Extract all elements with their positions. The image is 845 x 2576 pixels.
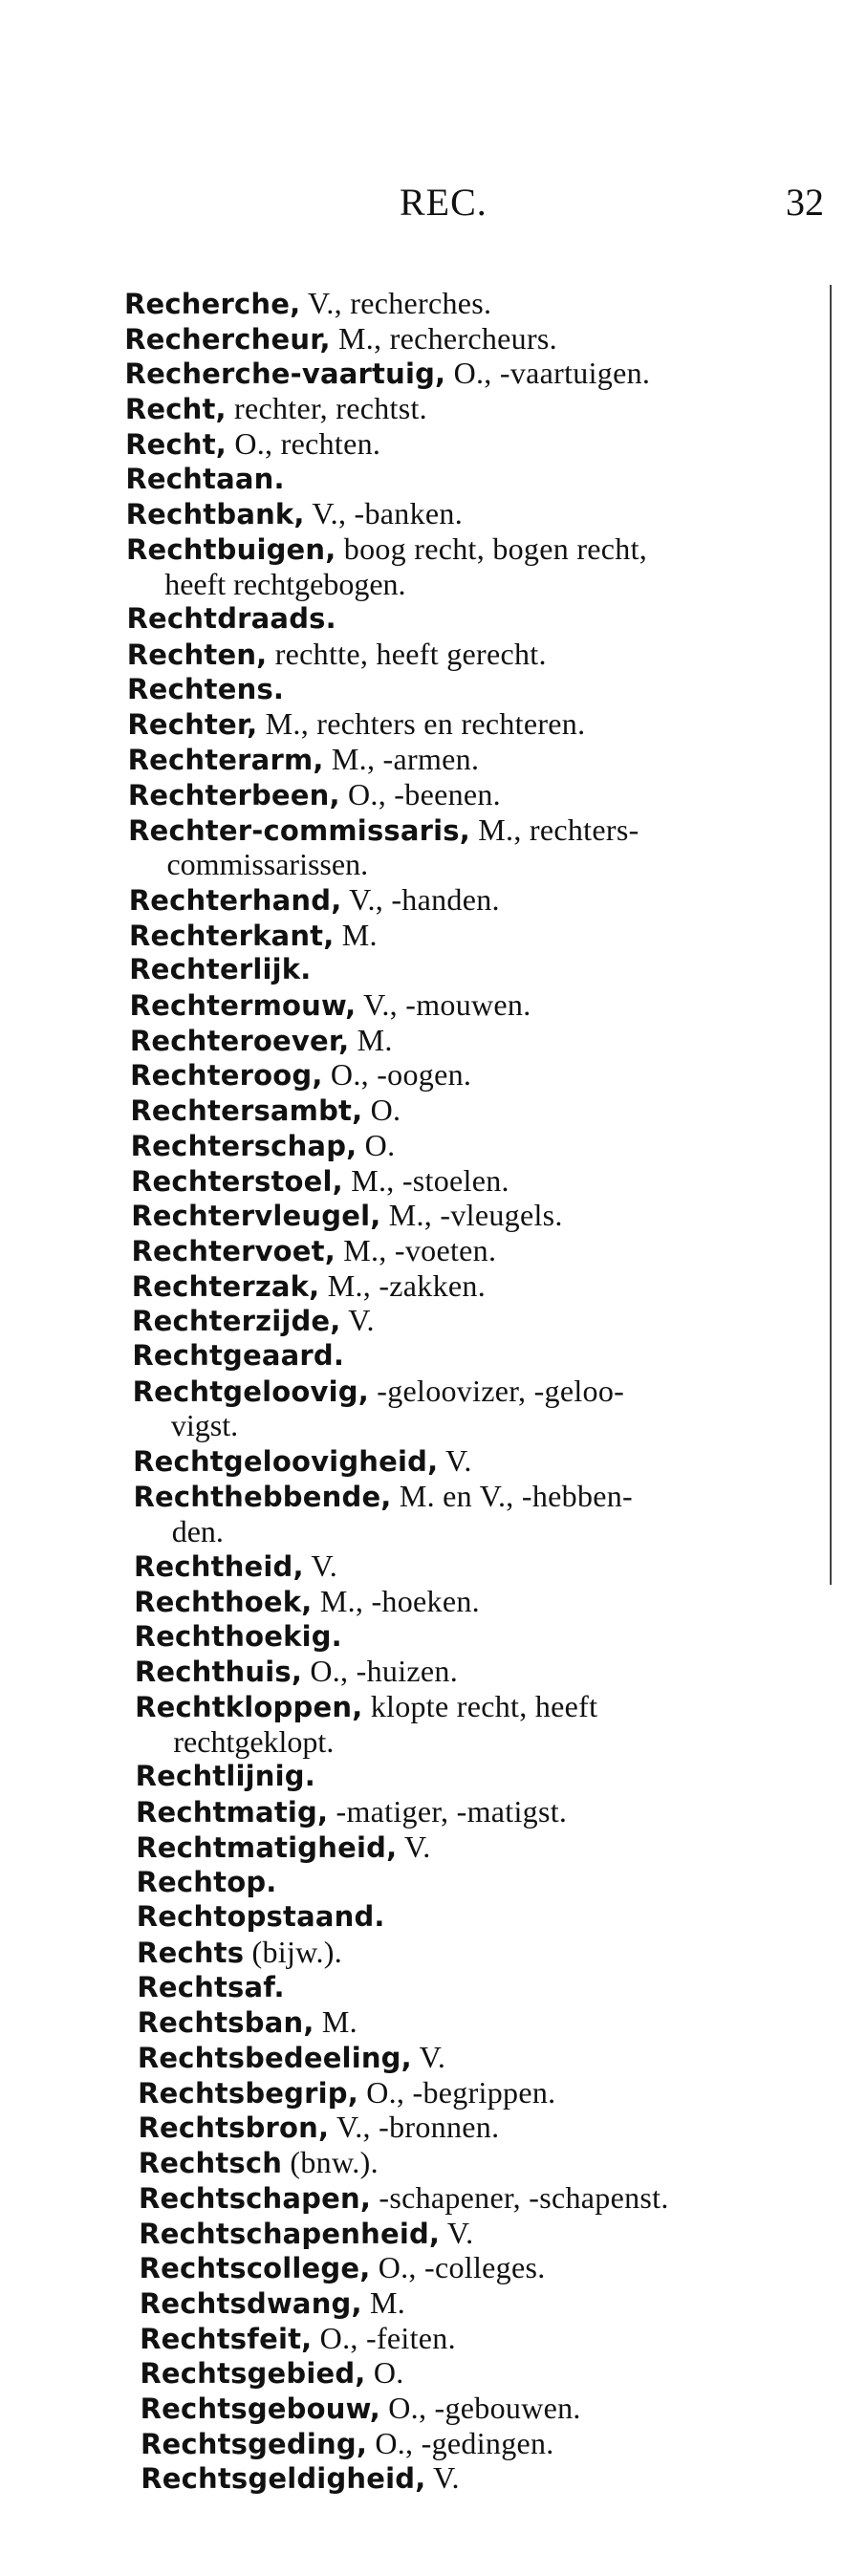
dictionary-entry	[141, 2427, 829, 2461]
entry-headword: Rechten,	[126, 639, 268, 671]
entry-definition: M., -zakken.	[319, 1267, 487, 1303]
entry-headword: Rechteroog,	[130, 1059, 323, 1093]
entry-definition: M. en V., -hebben-	[391, 1478, 634, 1513]
entry-headword: Rechtsbegrip,	[138, 2076, 358, 2110]
entry-definition: V., recherches.	[300, 286, 492, 320]
dictionary-entry	[139, 2181, 827, 2216]
entry-headword: Rechthuis,	[134, 1656, 303, 1689]
entry-definition: V.	[397, 1829, 431, 1864]
entry-definition: V., -banken.	[304, 496, 464, 531]
entry-headword: Rechterstoel,	[130, 1164, 343, 1198]
dictionary-entry	[138, 2041, 826, 2075]
entry-definition: M., rechters en rechteren.	[257, 706, 586, 742]
entry-headword: Rechtbank,	[125, 498, 305, 531]
entry-definition: O.	[362, 1093, 401, 1128]
entry-headword: Rechtsfeit,	[140, 2322, 313, 2355]
entry-headword: Rechtop.	[136, 1865, 277, 1898]
entry-headword: Rechtersambt,	[130, 1094, 363, 1128]
dictionary-entry	[136, 1795, 824, 1829]
entry-headword: Rechtervleugel,	[131, 1200, 381, 1233]
entry-headword: Rechterlijk.	[129, 953, 312, 986]
entry-definition: boog recht, bogen recht,	[336, 530, 648, 566]
dictionary-entry	[126, 497, 814, 531]
dictionary-entry	[133, 1375, 821, 1409]
entry-headword: Recht,	[125, 427, 228, 461]
dictionary-entry	[126, 532, 814, 567]
entry-definition: rechter, rechtst.	[226, 391, 427, 426]
entry-headword: Rechtopstaand.	[136, 1900, 385, 1934]
entry-headword: Rechterzijde,	[132, 1305, 341, 1338]
entry-definition: M., -hoeken.	[312, 1583, 480, 1618]
column-rule	[830, 285, 832, 1585]
dictionary-entry	[141, 2461, 829, 2496]
dictionary-entry	[130, 988, 818, 1023]
dictionary-entry	[133, 1480, 821, 1514]
dictionary-entry	[139, 2217, 827, 2251]
entry-definition: (bnw.).	[282, 2145, 379, 2180]
entry-headword: Rechtbuigen,	[125, 532, 336, 566]
dictionary-entry	[131, 1199, 819, 1233]
entry-headword: Rechtgeloovig,	[132, 1375, 369, 1408]
entry-headword: Rechtkloppen,	[135, 1691, 363, 1723]
entry-definition: O.	[365, 2355, 404, 2391]
entry-headword: Rechtsdwang,	[139, 2286, 362, 2320]
dictionary-entry	[131, 1129, 819, 1163]
entry-headword: Rechterbeen,	[127, 778, 340, 812]
entry-definition: V., -bronnen.	[329, 2110, 500, 2145]
dictionary-entry	[132, 1339, 820, 1373]
entry-headword: Rechtermouw,	[129, 989, 357, 1022]
dictionary-entry	[128, 778, 816, 812]
dictionary-entry	[130, 1093, 818, 1128]
entry-headword: Rechercheur,	[124, 322, 331, 356]
running-head: REC.	[400, 181, 488, 224]
entry-definition: klopte recht, heeft	[362, 1689, 598, 1723]
dictionary-entry	[134, 1549, 822, 1584]
entry-definition: M.	[334, 917, 378, 952]
entry-definition: V., -mouwen.	[356, 987, 531, 1022]
entry-headword: Rechthoek,	[134, 1585, 313, 1618]
entry-definition: V., -handen.	[341, 881, 500, 917]
entry-definition: O., -colleges.	[370, 2250, 546, 2285]
entry-headword: Rechtsban,	[137, 2006, 314, 2040]
dictionary-entry	[132, 1304, 820, 1338]
entry-continuation: vigst.	[170, 1408, 239, 1443]
entry-headword: Rechtmatigheid,	[136, 1830, 398, 1864]
dictionary-entry	[124, 322, 812, 357]
dictionary-entry	[133, 1444, 821, 1479]
dictionary-entry	[140, 2251, 828, 2285]
entry-headword: Rechtsch	[138, 2147, 283, 2180]
entry-definition: V.	[438, 1443, 472, 1479]
dictionary-entry	[127, 638, 815, 672]
entry-headword: Recht,	[124, 393, 227, 426]
dictionary-entry	[139, 2146, 827, 2180]
entry-definition: V.	[303, 1548, 338, 1584]
entry-continuation: commissarissen.	[166, 847, 369, 882]
entry-headword: Rechtsgebouw,	[140, 2392, 380, 2425]
entry-headword: Rechtsbedeeling,	[137, 2042, 412, 2074]
entry-headword: Rechtschapen,	[139, 2181, 372, 2215]
entry-continuation: rechtgeklopt.	[173, 1723, 335, 1759]
dictionary-entry	[132, 1234, 820, 1268]
entry-headword: Rechteroever,	[129, 1024, 350, 1057]
entry-headword: Rechterzak,	[131, 1269, 320, 1303]
entry-headword: Rechtens.	[127, 672, 285, 705]
entry-headword: Recherche,	[124, 288, 301, 320]
dictionary-entry	[131, 1164, 819, 1199]
dictionary-entry	[129, 883, 817, 918]
entry-headword: Rechthoekig.	[134, 1619, 342, 1653]
entry-definition: M., -voeten.	[335, 1232, 497, 1267]
entry-headword: Rechtheid,	[134, 1550, 304, 1584]
entry-definition: M., -stoelen.	[342, 1162, 509, 1198]
entry-headword: Rechtgeloovigheid,	[133, 1445, 439, 1479]
entry-definition: O.	[357, 1127, 396, 1162]
dictionary-entry	[135, 1620, 823, 1654]
entry-definition: O., -beenen.	[339, 776, 501, 812]
entry-definition: M., -vleugels.	[380, 1198, 563, 1233]
dictionary-entry	[132, 1269, 820, 1304]
dictionary-entry	[125, 357, 813, 391]
entry-headword: Rechterarm,	[127, 744, 324, 777]
entry-headword: Rechtervoet,	[131, 1234, 336, 1267]
entry-definition: -matiger, -matigst.	[328, 1794, 568, 1829]
entry-headword: Rechter-commissaris,	[128, 813, 470, 847]
dictionary-entry	[137, 1866, 825, 1899]
entry-definition: O., -gebouwen.	[379, 2391, 581, 2425]
dictionary-entry	[138, 2005, 826, 2040]
page-number: 32	[786, 181, 824, 224]
entry-definition: O., -oogen.	[322, 1057, 472, 1093]
dictionary-entry	[129, 953, 817, 986]
entry-definition: O., -begrippen.	[358, 2074, 556, 2110]
entry-headword: Rechtaan.	[125, 462, 285, 495]
entry-definition: O., rechten.	[227, 425, 381, 461]
dictionary-entry	[127, 707, 815, 742]
entry-headword: Rechtgeaard.	[132, 1339, 345, 1372]
dictionary-entry	[137, 1936, 825, 1970]
dictionary-entry	[128, 813, 816, 848]
entry-headword: Rechtsgeding,	[140, 2427, 368, 2460]
page-header	[0, 180, 845, 227]
entry-headword: Rechtmatig,	[135, 1796, 329, 1829]
dictionary-entry	[130, 1024, 818, 1058]
entry-definition: (bijw.).	[244, 1934, 343, 1969]
dictionary-entry	[125, 392, 813, 426]
entry-definition: O., -huizen.	[302, 1654, 459, 1689]
entry-definition: V.	[425, 2460, 460, 2496]
dictionary-entry	[140, 2286, 828, 2321]
dictionary-entry	[124, 287, 812, 321]
entry-headword: Rechtdraads.	[126, 602, 336, 636]
entry-definition: rechtte, heeft gerecht.	[267, 637, 547, 671]
entry-headword: Rechtsbron,	[138, 2111, 330, 2145]
entry-headword: Rechts	[137, 1936, 245, 1969]
dictionary-entry	[135, 1655, 823, 1689]
dictionary-entry	[140, 2356, 828, 2391]
entry-headword: Rechtsgeldigheid,	[141, 2462, 426, 2496]
entry-continuation: heeft rechtgebogen.	[164, 566, 406, 601]
entry-definition: M.	[361, 2284, 406, 2320]
entry-definition: M., rechters-	[469, 812, 639, 847]
dictionary-entry	[127, 673, 815, 706]
dictionary-entry	[140, 2322, 828, 2356]
entry-definition: V.	[411, 2040, 446, 2074]
entry-headword: Rechter,	[127, 708, 258, 742]
entry-definition: O., -feiten.	[312, 2320, 456, 2355]
dictionary-entry	[125, 427, 813, 462]
entry-definition: V.	[340, 1303, 375, 1338]
entry-definition: M.	[314, 2004, 358, 2040]
entry-headword: Rechthebbende,	[133, 1480, 392, 1513]
entry-headword: Recherche-vaartuig,	[124, 357, 446, 391]
entry-continuation: den.	[171, 1513, 224, 1548]
dictionary-entry	[136, 1830, 824, 1865]
entry-headword: Rechtlijnig.	[135, 1760, 315, 1793]
dictionary-entry	[128, 743, 816, 777]
dictionary-entry	[138, 2076, 826, 2111]
entry-definition: -schapener, -schapenst.	[371, 2179, 669, 2215]
entry-headword: Rechtsaf.	[137, 1970, 285, 2003]
dictionary-entry	[130, 1058, 818, 1093]
entry-headword: Rechtschapenheid,	[139, 2217, 441, 2250]
entry-headword: Rechterhand,	[128, 883, 342, 917]
dictionary-entry	[135, 1690, 823, 1724]
dictionary-entry	[138, 2111, 826, 2145]
entry-headword: Rechterkant,	[129, 919, 335, 952]
dictionary-entry	[129, 919, 817, 953]
dictionary-entry	[136, 1760, 824, 1793]
dictionary-entry	[141, 2392, 829, 2426]
entry-definition: M., -armen.	[323, 742, 480, 777]
entry-definition: M.	[349, 1022, 393, 1057]
dictionary-entry	[127, 602, 815, 636]
entry-headword: Rechterschap,	[130, 1129, 358, 1162]
dictionary-entry	[137, 1971, 825, 2004]
entry-definition: M., rechercheurs.	[330, 320, 557, 356]
entry-definition: -geloovizer, -geloo-	[368, 1373, 625, 1408]
entry-headword: Rechtsgebied,	[140, 2357, 366, 2391]
entry-headword: Rechtscollege,	[139, 2252, 371, 2285]
entry-definition: V.	[440, 2215, 474, 2250]
dictionary-entry	[134, 1585, 822, 1619]
entry-definition: O., -gedingen.	[367, 2425, 554, 2460]
entry-definition: O., -vaartuigen.	[445, 356, 651, 391]
dictionary-entry	[125, 463, 813, 496]
dictionary-entry	[137, 1900, 825, 1934]
